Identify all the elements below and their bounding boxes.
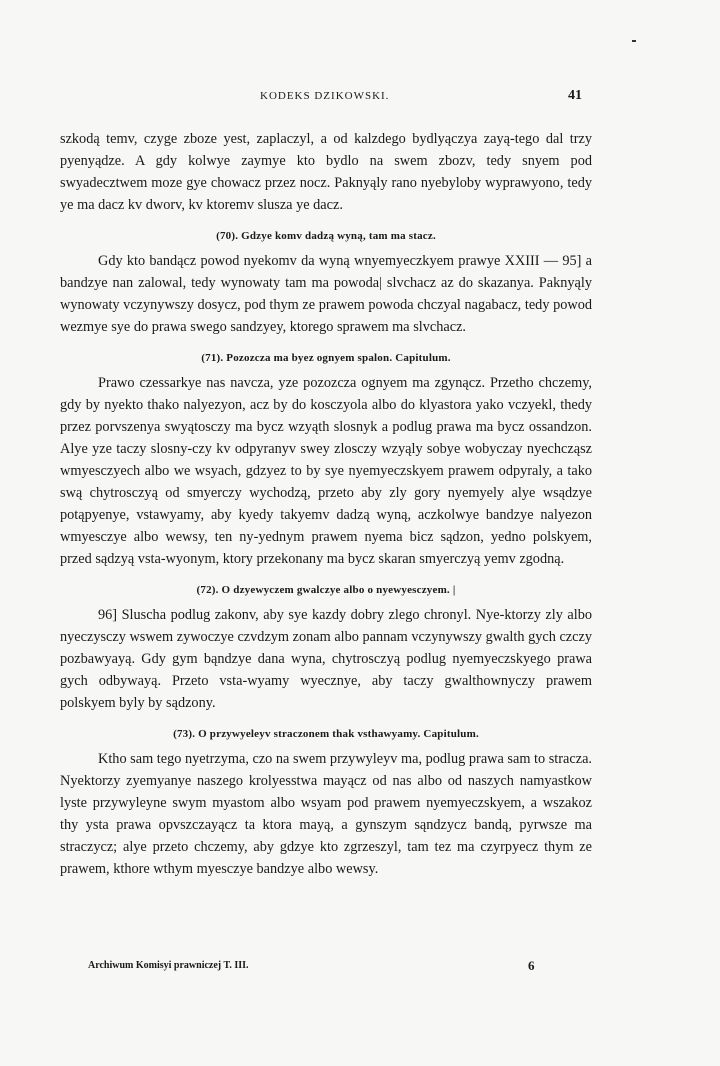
footer [60, 960, 600, 980]
body-text [60, 128, 592, 880]
paragraph-71: Prawo czessarkye nas navcza, yze pozozcza ognyem ma zgynącz. Przetho chczemy, gdy by nyekto thako nalyezyon, acz by do kosczyola albo do klyastora yako vczyekl, thedy przez porvszenya swyątosczy ma bycz wzyąth slosnyk a podlug prawa ma bycz ossandzon. Alye yze taczy slosny-czy kv odpyranyv swey zlosczy wzyąly sobye wobyczay nyechcząsz wmyesczyech albo we wsyach, gdzyez to by sye nyemyeczskyem prawem odpyraly, a tako swą chytrosczyą od smyerczy wychodzą, przeto aby zly gory nyemyely alye wsądzye potąpyenye, vstawyamy, aby kyedy takyemv dadzą wyną, aczkolwye bandzye nalyezon wmyesczye albo wewsy, ten ny-yednym prawem nyema bicz sądzon, yedno polskyem, przed sądzyą vsta-wyonym, ktory przekonany ma bycz skaran smyerczyą yemv zgodną. [60, 375, 592, 567]
footer-source: Archiwum Komisyi prawniczej T. III. [88, 960, 249, 971]
page [60, 0, 660, 1066]
section-heading-70: (70). Gdzye komv dadzą wyną, tam ma stacz. [216, 230, 436, 242]
page-number: 41 [568, 88, 582, 103]
paragraph-70: Gdy kto bandącz powod nyekomv da wyną wnyemyeczkyem prawye XXIII — 95] a bandzye nan zalowal, tedy wynowaty tam ma powoda| slvchacz az do skazanya. Paknyąly wynowaty vczynywszy dosycz, pod thym ze prawem powoda chczyal nagabacz, tedy powod wezmye sye do prawa swego sandzyey, ktorego sprawem ma slvchacz. [60, 253, 592, 335]
section-heading-71: (71). Pozozcza ma byez ognyem spalon. Capitulum. [201, 352, 451, 364]
signature-mark: 6 [528, 958, 535, 973]
paragraph-72: 96] Sluscha podlug zakonv, aby sye kazdy dobry zlego chronyl. Nye-ktorzy zly albo nyeczysczy wswem zywoczye czvdzym zonam albo pannam vczynywszy gwalth gych czczy pozbawyayą. Gdy gym bąndzye dana wyna, chytrosczyą podlug nyemyeczskyego prawa gych odbywayą. Przeto vsta-wyamy wyecznye, aby taczy gwalthownyczy prawem polskyem byly by sądzony. [60, 607, 592, 711]
section-heading-72: (72). O dzyewyczem gwalczye albo o nyewyesczyem. | [196, 584, 456, 596]
paragraph-73: Ktho sam tego nyetrzyma, czo na swem przywyleyv ma, podlug prawa sam to stracza. Nyektorzy zyemyanye naszego krolyesstwa mayącz od nas albo od naszych namyastkow lyste przywyleyne swym myastom albo wsyam pod prawem nyemyeczskyem, a wszakoz thy ysta prawa opvszczayącz ta ktora mayą, a gynszym sąndzycz bandą, pyrwsze ma straczycz; alye przeto chczemy, aby gdzye kto zgrzeszyl, tam tez ma czyrpyecz thym ze prawem, kthore wthym myesczye bandzye albo wewsy. [60, 751, 592, 877]
running-title: KODEKS DZIKOWSKI. [260, 90, 390, 102]
paragraph-continuation: szkodą temv, czyge zboze yest, zaplaczyl, a od kalzdego bydlyączya zayą-tego dal trzy pyenyądze. A gdy kolwye zaymye kto bydlo na swem zbozv, tedy snyem pod swyadecztwem moze gye chowacz przez nocz. Paknyąly rano nyebyloby wyprawyono, tedy ye ma dacz kv dworv, kv ktoremv slusza ye dacz. [60, 131, 592, 213]
section-heading-73: (73). O przywyeleyv straczonem thak vsthawyamy. Capitulum. [173, 728, 479, 740]
running-head [60, 90, 600, 110]
print-speck [632, 40, 636, 42]
